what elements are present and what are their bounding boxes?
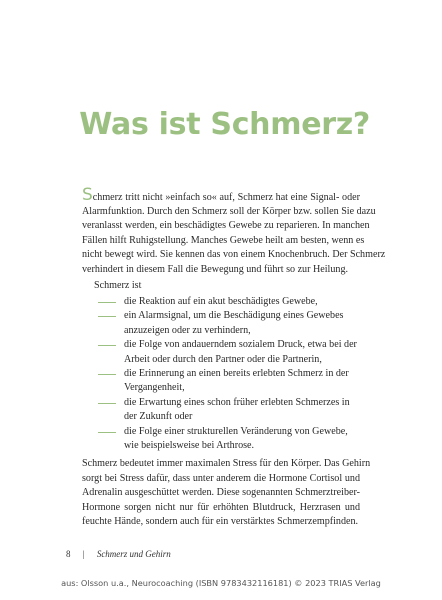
list-item: die Folge von andauerndem sozialem Druck, etwa bei der Arbeit oder durch den Partner oder die Partnerin, <box>82 338 360 367</box>
list-item: die Reaktion auf ein akut beschädigtes Gewebe, <box>82 295 360 309</box>
page-title: Was ist Schmerz? <box>79 107 370 142</box>
paragraph-line: sorgt bei Stress dafür, dass unter anderem die Hormone Cortisol und <box>82 472 360 484</box>
list-item: die Erwartung eines schon früher erlebten Schmerzes in der Zukunft oder <box>82 396 360 425</box>
paragraph-line: Schmerz tritt nicht »einfach so« auf, Schmerz hat eine Signal- oder <box>82 185 360 205</box>
paragraph-line: veranlasst werden, ein beschädigtes Gewebe zu reparieren. In manchen <box>82 220 370 232</box>
dash-bullet-icon <box>98 432 116 433</box>
paragraph-line: Adrenalin ausgeschüttet werden. Diese sogenannten Schmerztreiber- <box>82 487 360 499</box>
paragraph-line: nicht bewegt wird. Sie kennen das von einem Knochenbruch. Der Schmerz <box>82 249 386 261</box>
dash-bullet-icon <box>98 316 116 317</box>
paragraph-line: verhindert in diesem Fall die Bewegung und führt so zur Heilung. <box>82 263 349 275</box>
dash-bullet-icon <box>98 403 116 404</box>
list-intro: Schmerz ist <box>94 280 142 291</box>
dash-bullet-icon <box>98 345 116 346</box>
footer-separator: | <box>82 549 85 559</box>
paragraph-line: Schmerz bedeutet immer maximalen Stress für den Körper. Das Gehirn <box>82 458 371 469</box>
paragraph-line: Alarmfunktion. Durch den Schmerz soll der Körper bzw. sollen Sie dazu <box>82 205 376 217</box>
source-credit: aus: Olsson u.a., Neurocoaching (ISBN 9783432116181) © 2023 TRIAS Verlag <box>61 578 381 588</box>
dash-bullet-icon <box>98 302 116 303</box>
dash-bullet-icon <box>98 374 116 375</box>
stress-paragraph <box>82 457 371 530</box>
list-item: die Folge einer strukturellen Veränderung von Gewebe, wie beispielsweise bei Arthrose. <box>82 425 360 454</box>
dropcap: S <box>82 185 93 205</box>
chapter-title: Schmerz und Gehirn <box>96 549 171 559</box>
page-footer <box>66 549 171 559</box>
paragraph-line: Hormone sorgen nicht nur für erhöhten Blutdruck, Herzrasen und <box>82 501 360 513</box>
list-item: die Erinnerung an einen bereits erlebten Schmerz in der Vergangenheit, <box>82 367 360 396</box>
pain-definition-list <box>82 295 360 453</box>
paragraph-line: Fällen hilft Ruhigstellung. Manches Gewebe heilt am besten, wenn es <box>82 234 365 246</box>
intro-paragraph <box>82 185 386 278</box>
page-number: 8 <box>66 549 71 559</box>
list-item: ein Alarmsignal, um die Beschädigung eines Gewebes anzuzeigen oder zu verhindern, <box>82 309 360 338</box>
paragraph-line: feuchte Hände, sondern auch für ein verstärktes Schmerzempfinden. <box>82 516 359 528</box>
